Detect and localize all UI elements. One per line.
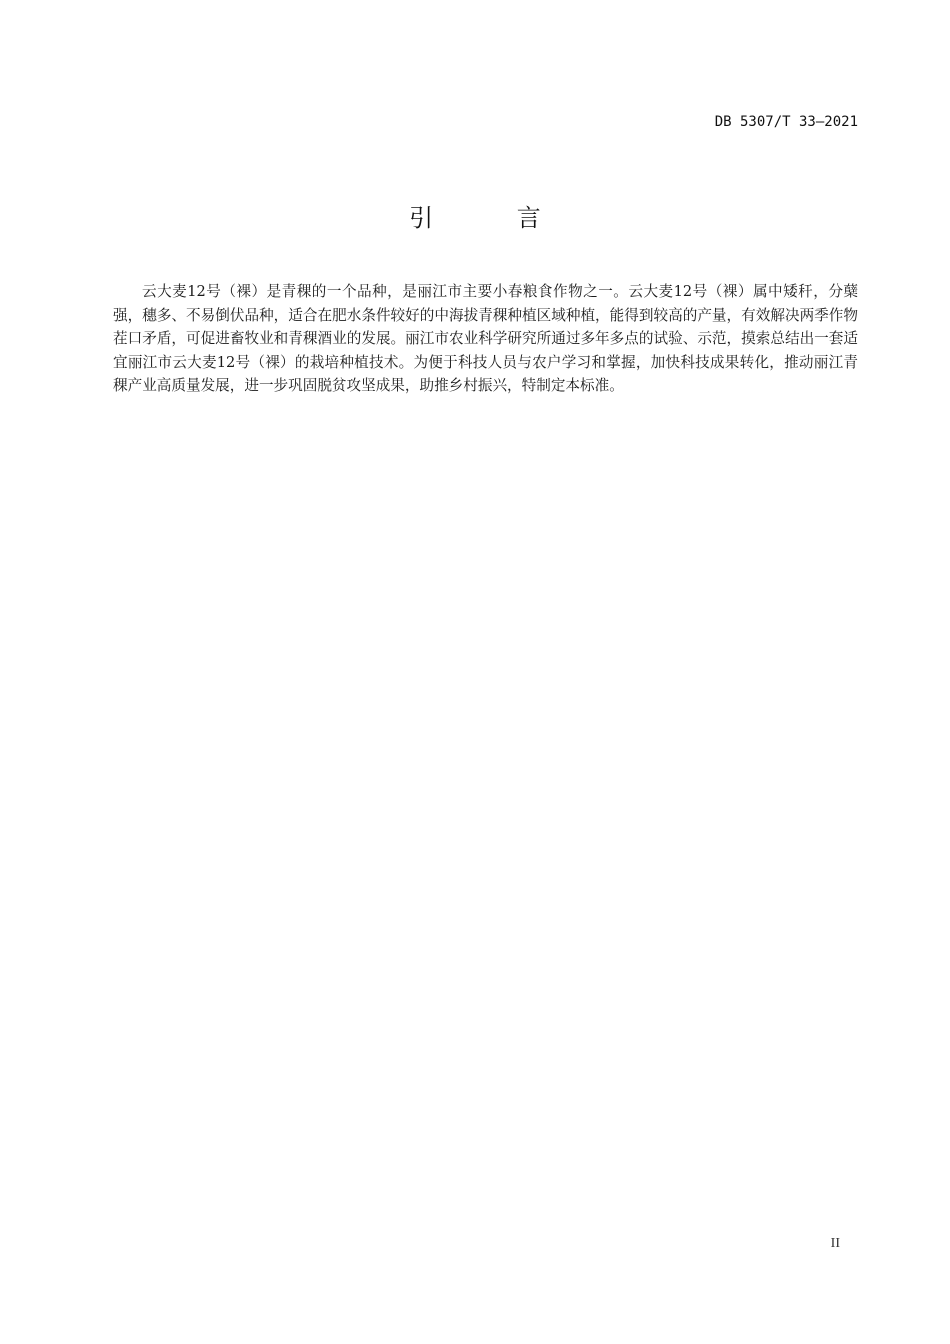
section-title: 引 言 bbox=[409, 204, 579, 232]
standard-code: DB 5307/T 33—2021 bbox=[714, 114, 858, 130]
introduction-paragraph: 云大麦12号（裸）是青稞的一个品种，是丽江市主要小春粮食作物之一。云大麦12号（裸）属中矮秆，分蘖强，穗多、不易倒伏品种，适合在肥水条件较好的中海拔青稞种植区域种植，能得到较高的产量，有效解决两季作物茬口矛盾，可促进畜牧业和青稞酒业的发展。丽江市农业科学研究所通过多年多点的试验、示范，摸索总结出一套适宜丽江市云大麦12号（裸）的栽培种植技术。为便于科技人员与农户学习和掌握，加快科技成果转化，推动丽江青稞产业高质量发展，进一步巩固脱贫攻坚成果，助推乡村振兴，特制定本标准。 bbox=[113, 283, 858, 394]
page-number: II bbox=[830, 1236, 840, 1251]
